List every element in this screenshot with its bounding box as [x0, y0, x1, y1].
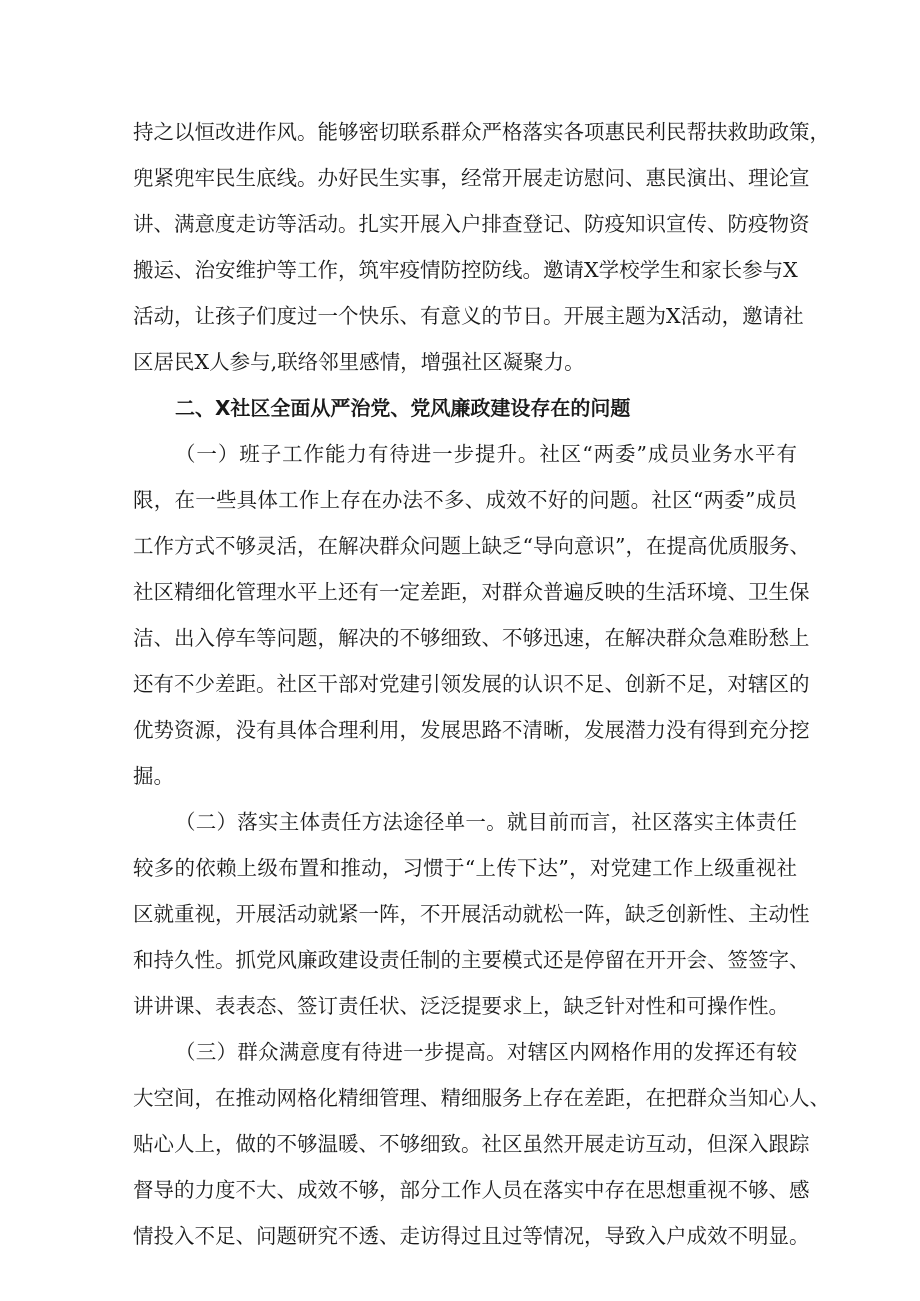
text-line: 区就重视，开展活动就紧一阵，不开展活动就松一阵，缺乏创新性、主动性 — [133, 902, 810, 926]
text-line: 持之以恒改进作风。能够密切联系群众严格落实各项惠民利民帮扶救助政策， — [133, 120, 830, 144]
text-line: 洁、出入停车等问题，解决的不够细致、不够迅速，在解决群众急难盼愁上 — [133, 626, 810, 650]
text-line: 大空间，在推动网格化精细管理、精细服务上存在差距，在把群众当知心人、 — [133, 1086, 830, 1110]
text-line: 掘。 — [133, 764, 174, 788]
text-line: 区居民X人参与,联络邻里感情，增强社区凝聚力。 — [133, 350, 585, 374]
text-line: 和持久性。抓党风廉政建设责任制的主要模式还是停留在开开会、签签字、 — [133, 948, 810, 972]
text-line: 限，在一些具体工作上存在办法不多、成效不好的问题。社区“两委”成员 — [133, 488, 797, 512]
text-line: 优势资源，没有具体合理利用，发展思路不清晰，发展潜力没有得到充分挖 — [133, 718, 810, 742]
text-line: 活动，让孩子们度过一个快乐、有意义的节日。开展主题为X活动，邀请社 — [133, 304, 804, 328]
text-line: （一）班子工作能力有待进一步提升。社区“两委”成员业务水平有 — [175, 442, 797, 466]
text-line: 情投入不足、问题研究不透、走访得过且过等情况，导致入户成效不明显。 — [133, 1224, 810, 1248]
text-line: 还有不少差距。社区干部对党建引领发展的认识不足、创新不足，对辖区的 — [133, 672, 810, 696]
text-line: 贴心人上，做的不够温暖、不够细致。社区虽然开展走访互动，但深入跟踪 — [133, 1132, 810, 1156]
text-line: （二）落实主体责任方法途径单一。就目前而言，社区落实主体责任 — [175, 810, 797, 834]
section-heading: 二、X社区全面从严治党、党风廉政建设存在的问题 — [175, 396, 631, 420]
text-line: 较多的依赖上级布置和推动，习惯于“上传下达”，对党建工作上级重视社 — [133, 856, 797, 880]
text-line: 督导的力度不大、成效不够，部分工作人员在落实中存在思想重视不够、感 — [133, 1178, 810, 1202]
text-line: 搬运、治安维护等工作，筑牢疫情防控防线。邀请X学校学生和家长参与X — [133, 258, 798, 282]
text-line: 社区精细化管理水平上还有一定差距，对群众普遍反映的生活环境、卫生保 — [133, 580, 810, 604]
text-line: 兜紧兜牢民生底线。办好民生实事，经常开展走访慰问、惠民演出、理论宣 — [133, 166, 810, 190]
text-line: （三）群众满意度有待进一步提高。对辖区内网格作用的发挥还有较 — [175, 1040, 797, 1064]
text-line: 讲、满意度走访等活动。扎实开展入户排查登记、防疫知识宣传、防疫物资 — [133, 212, 810, 236]
text-line: 工作方式不够灵活，在解决群众问题上缺乏“导向意识”，在提高优质服务、 — [133, 534, 810, 558]
text-line: 讲讲课、表表态、签订责任状、泛泛提要求上，缺乏针对性和可操作性。 — [133, 994, 789, 1018]
